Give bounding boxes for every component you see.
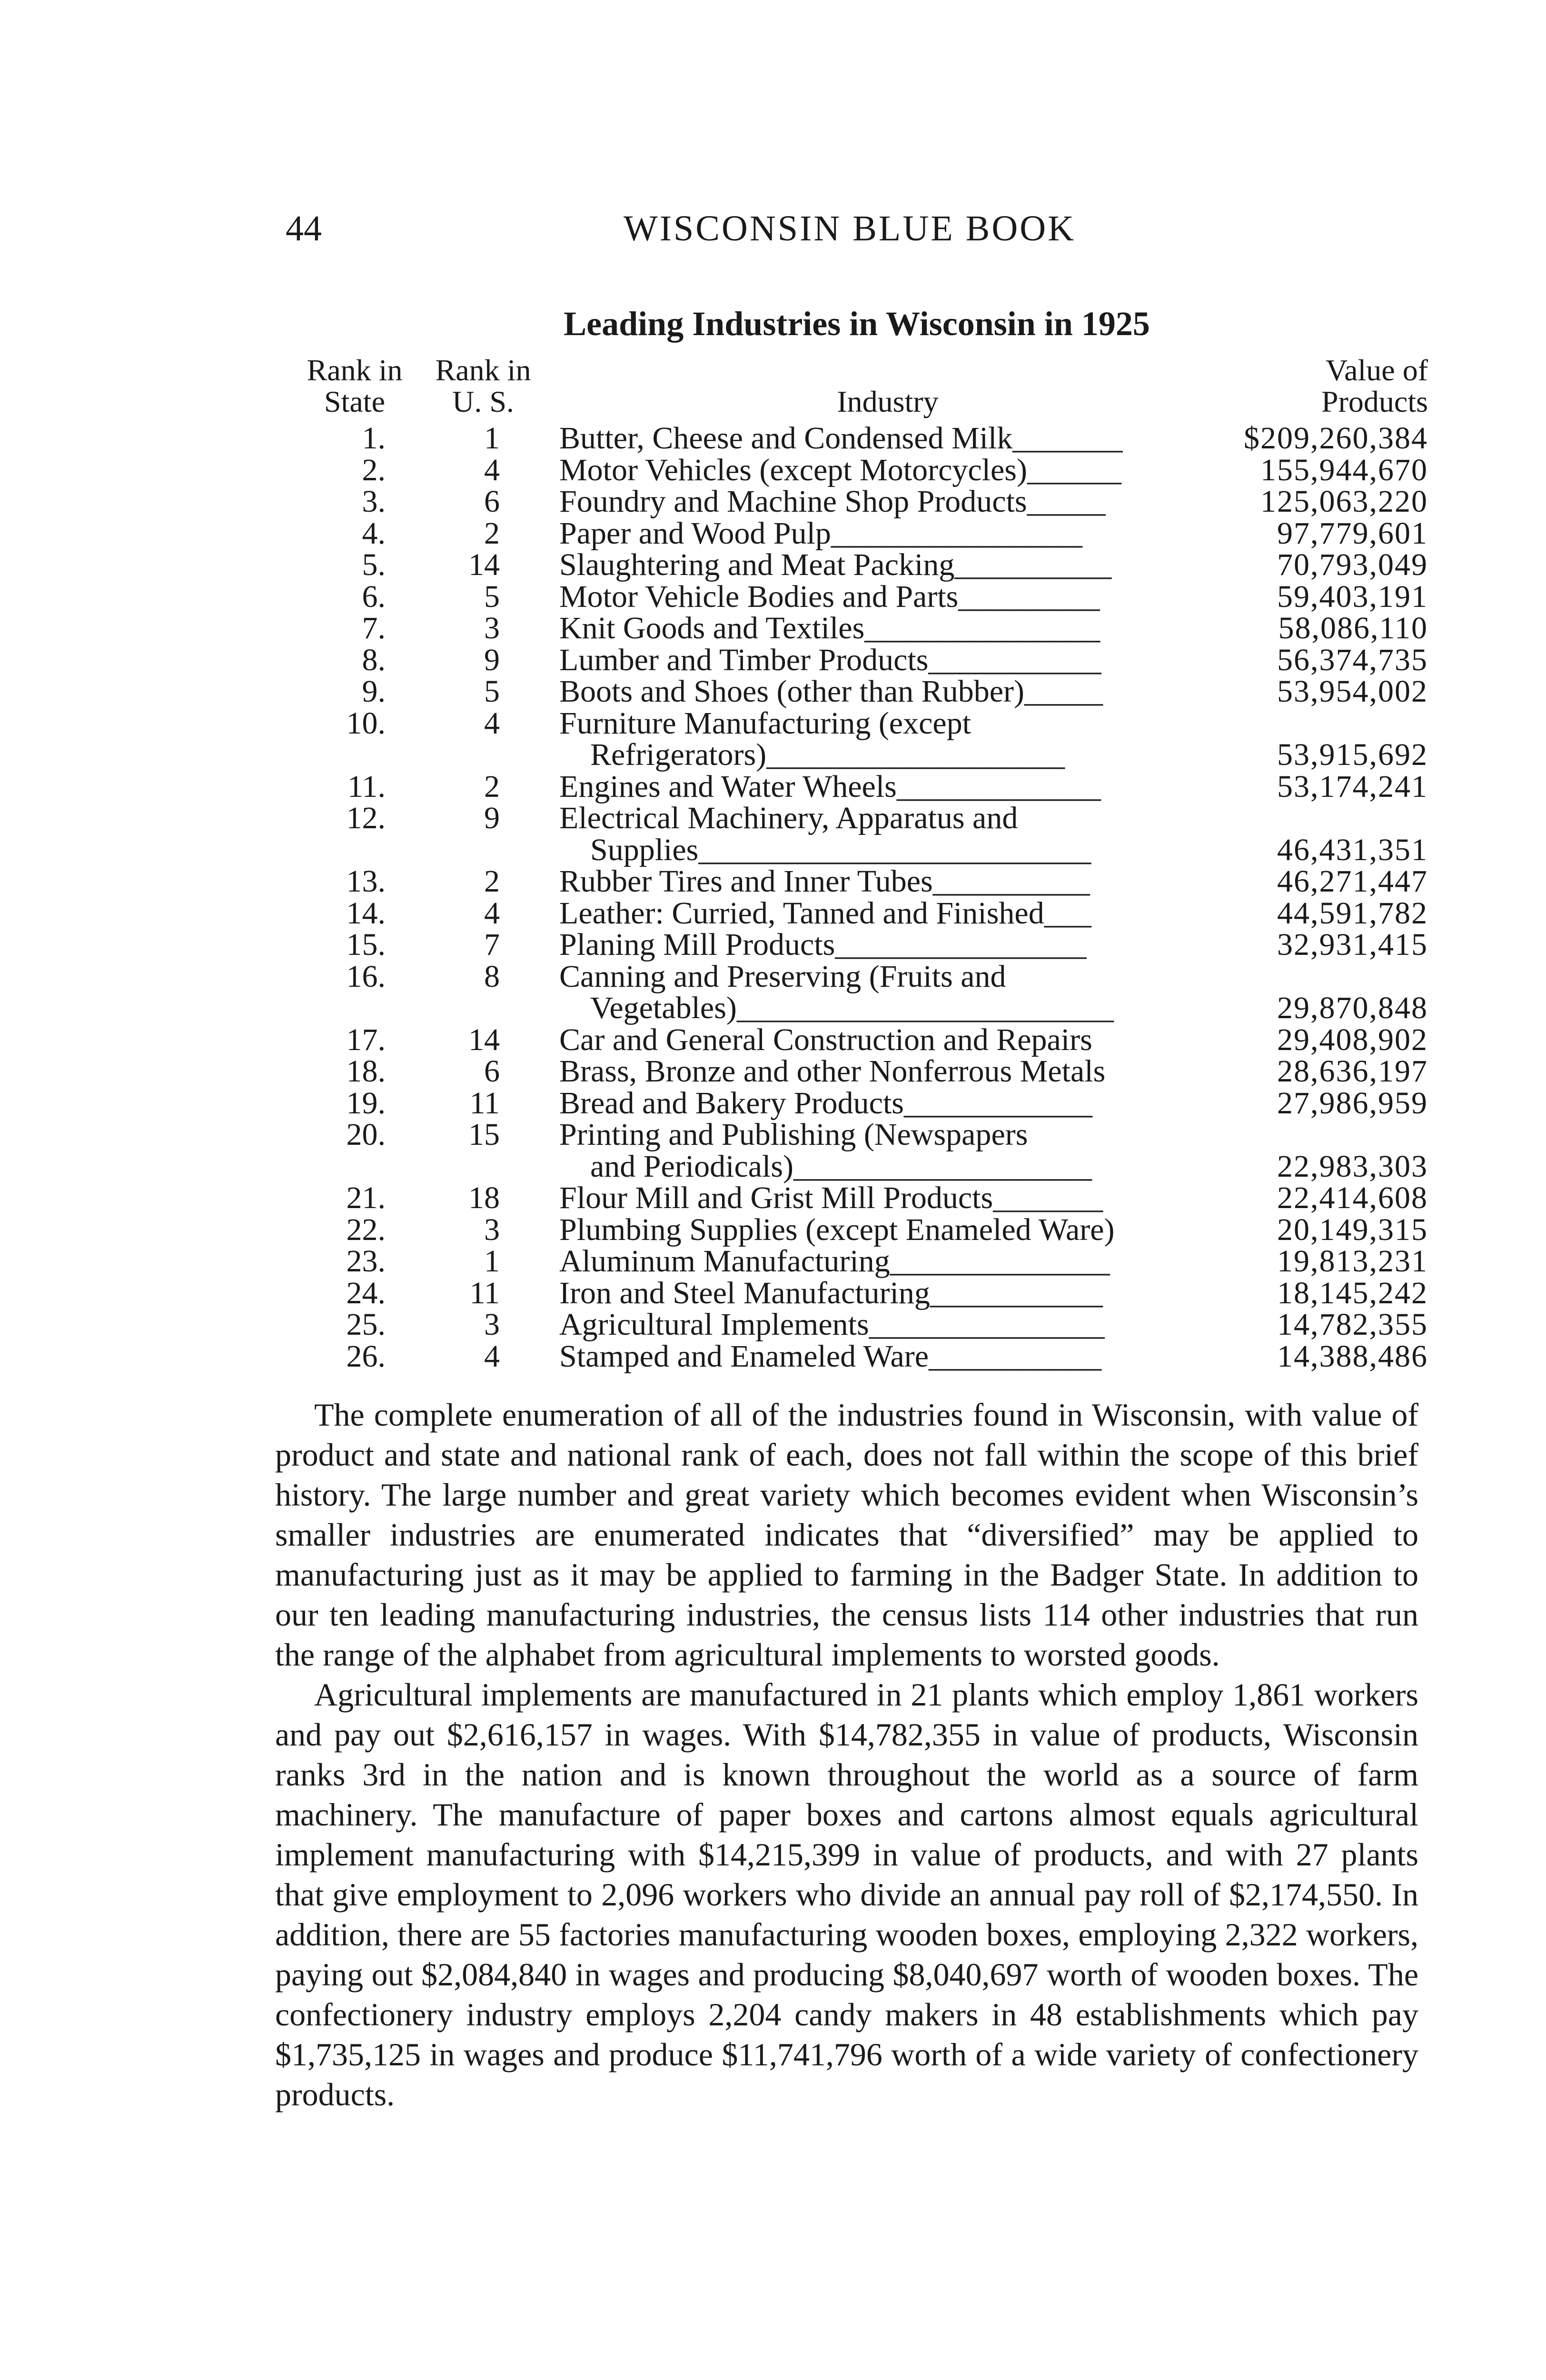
rank-in-state: 19. (346, 1085, 386, 1121)
table-row (286, 929, 1428, 961)
rank-in-state: 17. (346, 1022, 386, 1057)
rank-in-state: 22. (346, 1212, 386, 1247)
industry-name-text: Flour Mill and Grist Mill Products_______ (559, 1180, 1103, 1215)
rank-in-state: 20. (346, 1117, 386, 1152)
value-of-products: $209,260,384 (1244, 421, 1428, 456)
table-title: Leading Industries in Wisconsin in 1925 (564, 305, 1150, 343)
rank-in-us: 2 (484, 769, 500, 804)
value-of-products: 18,145,242 (1277, 1275, 1428, 1310)
rank-in-state: 8. (362, 642, 386, 677)
rank-in-state: 26. (346, 1339, 386, 1374)
industries-table (286, 423, 1428, 1372)
value-of-products: 53,954,002 (1277, 674, 1428, 709)
rank-in-us: 15 (468, 1117, 500, 1152)
industry-name-continuation: Vegetables)________________________ (590, 991, 1114, 1025)
rank-in-us: 3 (484, 611, 500, 645)
table-row (286, 1246, 1428, 1278)
rank-in-state: 4. (362, 516, 386, 551)
value-of-products: 53,174,241 (1277, 769, 1428, 804)
table-row (286, 771, 1428, 803)
industry-name-text: Canning and Preserving (Fruits and (559, 959, 1006, 994)
industry-name-text: Engines and Water Wheels_____________ (559, 769, 1101, 804)
value-of-products: 22,983,303 (1277, 1149, 1428, 1184)
table-row (286, 866, 1428, 898)
value-of-products: 29,408,902 (1277, 1022, 1428, 1057)
table-row (286, 1056, 1428, 1088)
rank-in-state: 23. (346, 1244, 386, 1279)
value-of-products: 32,931,415 (1277, 927, 1428, 962)
rank-in-us: 14 (468, 547, 500, 582)
table-column-headers (286, 355, 1428, 421)
value-of-products: 59,403,191 (1277, 579, 1428, 614)
rank-in-us: 1 (484, 1244, 500, 1279)
table-row (286, 1341, 1428, 1373)
industry-name-text: Aluminum Manufacturing______________ (559, 1244, 1110, 1279)
rank-in-us: 5 (484, 674, 500, 709)
industry-name-text: Motor Vehicles (except Motorcycles)______ (559, 452, 1121, 487)
table-row (286, 1085, 1428, 1121)
rank-in-state-header: Rank in State (307, 353, 403, 418)
rank-in-us: 5 (484, 579, 500, 614)
industry-name-text: Bread and Bakery Products____________ (559, 1085, 1092, 1121)
value-of-products: 22,414,608 (1277, 1180, 1428, 1215)
rank-in-us: 11 (469, 1275, 500, 1310)
rank-in-state: 1. (362, 421, 386, 456)
industry-name-text: Car and General Construction and Repairs (559, 1022, 1092, 1057)
table-row (286, 549, 1428, 581)
rank-in-state: 14. (346, 895, 386, 931)
table-row (286, 895, 1428, 931)
industry-header: Industry (837, 385, 939, 418)
value-of-products: 20,149,315 (1277, 1212, 1428, 1247)
industry-name-text: Agricultural Implements_______________ (559, 1307, 1105, 1342)
rank-in-state: 21. (346, 1180, 386, 1215)
industry-name-continuation: Supplies_________________________ (590, 832, 1091, 867)
value-of-products: 155,944,670 (1260, 452, 1428, 487)
table-row (286, 452, 1428, 487)
rank-in-state: 16. (346, 959, 386, 994)
rank-in-us: 14 (468, 1022, 500, 1057)
table-row (286, 1119, 1428, 1182)
value-of-products: 53,915,692 (1277, 737, 1428, 772)
rank-in-us: 1 (484, 421, 500, 456)
rank-in-us: 2 (484, 864, 500, 899)
table-row (286, 1182, 1428, 1214)
rank-in-state: 7. (362, 611, 386, 645)
table-row (286, 613, 1428, 645)
rank-in-state: 13. (346, 864, 386, 899)
rank-in-state: 24. (346, 1275, 386, 1310)
rank-in-us: 7 (484, 927, 500, 962)
value-of-products: 56,374,735 (1277, 642, 1428, 677)
table-row (286, 423, 1428, 455)
industry-name-text: Knit Goods and Textiles_______________ (559, 611, 1100, 645)
industry-name-text: Paper and Wood Pulp________________ (559, 516, 1082, 551)
rank-in-state: 9. (362, 674, 386, 709)
page-number: 44 (286, 208, 322, 248)
rank-in-us: 6 (484, 484, 500, 519)
value-of-products: 27,986,959 (1277, 1085, 1428, 1121)
rank-in-state: 5. (362, 547, 386, 582)
rank-in-us: 11 (469, 1085, 500, 1121)
table-row (286, 803, 1428, 866)
rank-in-us: 4 (484, 705, 500, 741)
page-header (286, 200, 1428, 257)
table-row (286, 642, 1428, 677)
table-row (286, 1214, 1428, 1246)
rank-in-us: 4 (484, 895, 500, 931)
rank-in-state: 12. (346, 801, 386, 835)
industry-name-text: Leather: Curried, Tanned and Finished___ (559, 895, 1091, 931)
table-row (286, 1024, 1428, 1056)
table-row (286, 676, 1428, 708)
rank-in-us: 6 (484, 1054, 500, 1089)
industry-name-text: Electrical Machinery, Apparatus and (559, 801, 1018, 835)
value-of-products: 28,636,197 (1277, 1054, 1428, 1089)
rank-in-us: 9 (484, 642, 500, 677)
rank-in-state: 6. (362, 579, 386, 614)
industry-name-text: Planing Mill Products________________ (559, 927, 1087, 962)
rank-in-state: 2. (362, 452, 386, 487)
value-of-products: 70,793,049 (1277, 547, 1428, 582)
table-row (286, 1309, 1428, 1341)
rank-in-us: 2 (484, 516, 500, 551)
industry-name-text: Motor Vehicle Bodies and Parts_________ (559, 579, 1100, 614)
industry-name-text: Printing and Publishing (Newspapers (559, 1117, 1028, 1152)
table-row (286, 1275, 1428, 1310)
rank-in-state: 15. (346, 927, 386, 962)
rank-in-us: 4 (484, 1339, 500, 1374)
rank-in-state: 18. (346, 1054, 386, 1089)
industry-name-text: Foundry and Machine Shop Products_____ (559, 484, 1106, 519)
rank-in-us: 9 (484, 801, 500, 835)
value-of-products-header: Value of Products (1321, 353, 1428, 418)
value-of-products: 19,813,231 (1277, 1244, 1428, 1279)
rank-in-us-header: Rank in U. S. (435, 353, 531, 418)
industry-name-continuation: Refrigerators)___________________ (590, 737, 1065, 772)
value-of-products: 14,782,355 (1277, 1307, 1428, 1342)
industry-name-text: Slaughtering and Meat Packing__________ (559, 547, 1112, 582)
industry-name-text: Furniture Manufacturing (except (559, 705, 971, 741)
value-of-products: 125,063,220 (1260, 484, 1428, 519)
value-of-products: 58,086,110 (1278, 611, 1428, 645)
rank-in-us: 18 (468, 1180, 500, 1215)
value-of-products: 46,271,447 (1277, 864, 1428, 899)
paragraph: The complete enumeration of all of the industries found in Wisconsin, with value of product and state and national rank of each, does not fall within the scope of this brief history. The large number and great variety which becomes evident when Wisconsin’s smaller industries are enumerated indicates that “diversified” may be applied to manufacturing just as it may be applied to farming in the Badger State. In addition to our ten leading manufacturing industries, the census lists 114 other industries that run the range of the alphabet from agricultural implements to worsted goods. (275, 1397, 1418, 1673)
value-of-products: 97,779,601 (1277, 516, 1428, 551)
body-text (275, 1395, 1418, 2114)
table-row (286, 486, 1428, 518)
industry-name-text: Rubber Tires and Inner Tubes__________ (559, 864, 1090, 899)
running-head: WISCONSIN BLUE BOOK (624, 208, 1076, 248)
industry-name-text: Plumbing Supplies (except Enameled Ware) (559, 1212, 1115, 1247)
rank-in-us: 3 (484, 1212, 500, 1247)
table-row (286, 961, 1428, 1024)
industry-name-text: Brass, Bronze and other Nonferrous Metals (559, 1054, 1106, 1089)
rank-in-us: 4 (484, 452, 500, 487)
industry-name-text: Iron and Steel Manufacturing___________ (559, 1275, 1103, 1310)
industry-name-text: Lumber and Timber Products___________ (559, 642, 1101, 677)
rank-in-state: 10. (346, 705, 386, 741)
rank-in-us: 3 (484, 1307, 500, 1342)
value-of-products: 14,388,486 (1277, 1339, 1428, 1374)
industry-name-text: Stamped and Enameled Ware___________ (559, 1339, 1102, 1374)
table-row (286, 518, 1428, 550)
rank-in-state: 3. (362, 484, 386, 519)
rank-in-us: 8 (484, 959, 500, 994)
rank-in-state: 25. (346, 1307, 386, 1342)
table-row (286, 705, 1428, 772)
rank-in-state: 11. (347, 769, 386, 804)
value-of-products: 46,431,351 (1277, 832, 1428, 867)
paragraph: Agricultural implements are manufactured in 21 plants which employ 1,861 workers and pay out $2,616,157 in wages. With $14,782,355 in value of products, Wisconsin ranks 3rd in the nation and is known throughout the world as a source of farm machinery. The manufacture of paper boxes and cartons almost equals agricultural implement manufacturing with $14,215,399 in value of products, and with 27 plants that give employment to 2,096 workers who divide an annual pay roll of $2,174,550. In addition, there are 55 factories manufacturing wooden boxes, employing 2,322 workers, paying out $2,084,840 in wages and producing $8,040,697 worth of wooden boxes. The confectionery industry employs 2,204 candy makers in 48 establishments which pay $1,735,125 in wages and produce $11,741,796 worth of a wide variety of confectionery products. (275, 1676, 1418, 2112)
industry-name-text: Boots and Shoes (other than Rubber)_____ (559, 674, 1103, 709)
value-of-products: 44,591,782 (1277, 895, 1428, 931)
industry-name-continuation: and Periodicals)___________________ (590, 1149, 1092, 1184)
table-row (286, 581, 1428, 613)
industry-name-text: Butter, Cheese and Condensed Milk_______ (559, 421, 1123, 456)
value-of-products: 29,870,848 (1277, 991, 1428, 1025)
